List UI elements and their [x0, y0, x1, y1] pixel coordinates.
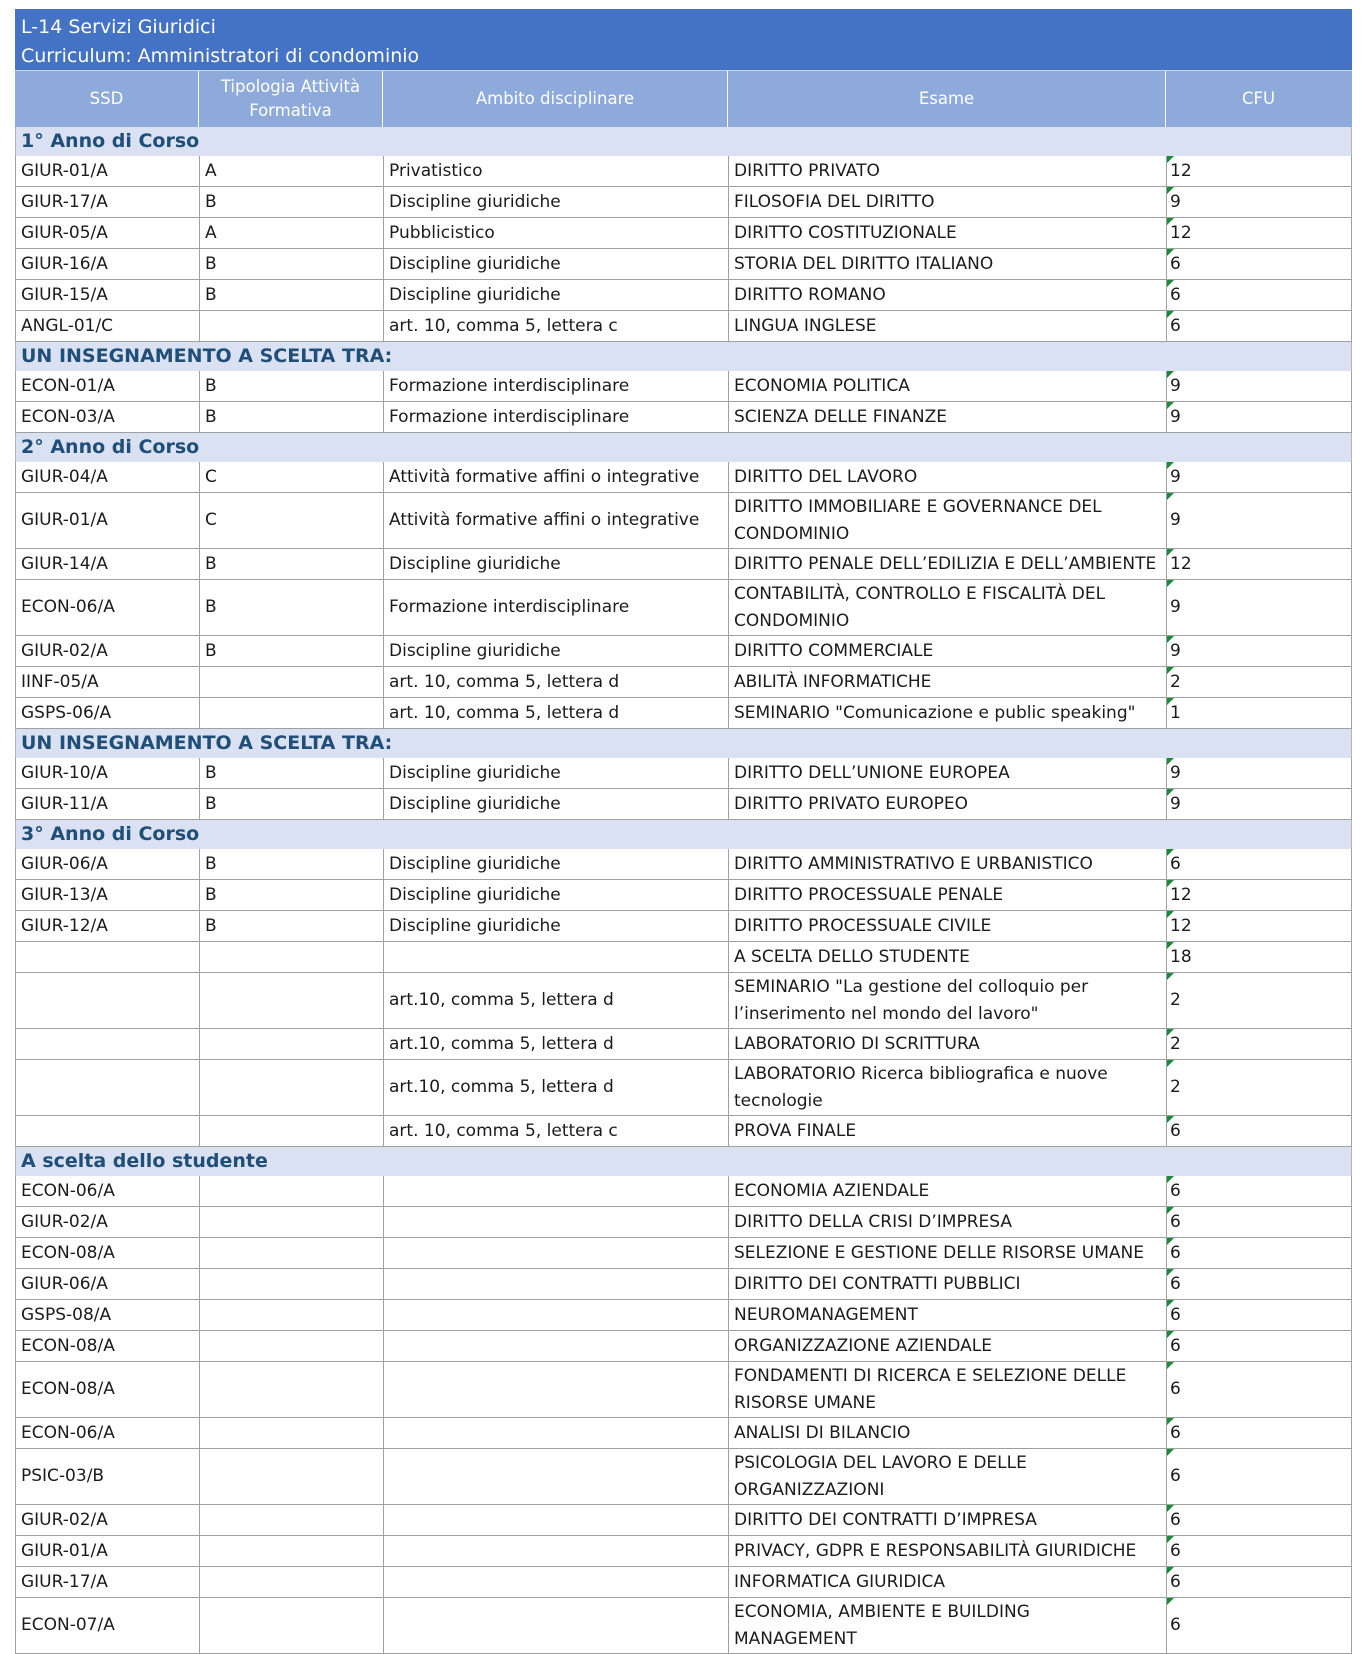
cell-esame: DIRITTO IMMOBILIARE E GOVERNANCE DEL CONDOMINIO: [729, 493, 1167, 548]
cell-cfu: 6: [1167, 1116, 1352, 1146]
table-row: [15, 1300, 1352, 1331]
cell-ssd: GIUR-02/A: [16, 1207, 200, 1237]
section-header: UN INSEGNAMENTO A SCELTA TRA:: [15, 729, 1352, 758]
cell-ambito: Pubblicistico: [384, 218, 729, 248]
cell-tipologia: [200, 1505, 384, 1535]
cell-tipologia: C: [200, 462, 384, 492]
cell-cfu: 6: [1167, 1536, 1352, 1566]
cell-ssd: ECON-06/A: [16, 1176, 200, 1206]
cell-esame: DIRITTO PENALE DELL’EDILIZIA E DELL’AMBIENTE: [729, 549, 1167, 579]
cell-tipologia: [200, 942, 384, 972]
cell-cfu: 18: [1167, 942, 1352, 972]
cell-cfu: 6: [1167, 1238, 1352, 1268]
cell-ambito: Discipline giuridiche: [384, 636, 729, 666]
section-header: 3° Anno di Corso: [15, 820, 1352, 849]
cell-ssd: GIUR-01/A: [16, 1536, 200, 1566]
cell-cfu: 6: [1167, 1269, 1352, 1299]
cell-ssd: GIUR-14/A: [16, 549, 200, 579]
cell-ssd: GIUR-11/A: [16, 789, 200, 819]
cell-ssd: ECON-07/A: [16, 1598, 200, 1653]
cell-ambito: Discipline giuridiche: [384, 280, 729, 310]
cell-cfu: 12: [1167, 156, 1352, 186]
cell-ambito: Discipline giuridiche: [384, 911, 729, 941]
table-row: [15, 371, 1352, 402]
cell-ambito: [384, 1207, 729, 1237]
table-row: [15, 280, 1352, 311]
cell-esame: NEUROMANAGEMENT: [729, 1300, 1167, 1330]
cell-cfu: 2: [1167, 1029, 1352, 1059]
cell-ssd: GIUR-05/A: [16, 218, 200, 248]
cell-cfu: 9: [1167, 462, 1352, 492]
cell-esame: ABILITÀ INFORMATICHE: [729, 667, 1167, 697]
cell-esame: LABORATORIO Ricerca bibliografica e nuove tecnologie: [729, 1060, 1167, 1115]
cell-esame: DIRITTO COSTITUZIONALE: [729, 218, 1167, 248]
cell-tipologia: [200, 667, 384, 697]
cell-cfu: 6: [1167, 1207, 1352, 1237]
table-row: [15, 1418, 1352, 1449]
cell-tipologia: [200, 1116, 384, 1146]
cell-esame: SEMINARIO "La gestione del colloquio per l’inserimento nel mondo del lavoro": [729, 973, 1167, 1028]
cell-tipologia: B: [200, 911, 384, 941]
cell-tipologia: B: [200, 187, 384, 217]
table-row: [15, 1029, 1352, 1060]
cell-esame: DIRITTO ROMANO: [729, 280, 1167, 310]
cell-tipologia: B: [200, 880, 384, 910]
table-row: [15, 789, 1352, 820]
cell-ssd: ECON-01/A: [16, 371, 200, 401]
cell-ssd: GIUR-10/A: [16, 758, 200, 788]
cell-ssd: GIUR-04/A: [16, 462, 200, 492]
cell-esame: CONTABILITÀ, CONTROLLO E FISCALITÀ DEL CONDOMINIO: [729, 580, 1167, 635]
curriculum-table: [15, 9, 1352, 1654]
cell-ssd: GIUR-06/A: [16, 849, 200, 879]
cell-esame: DIRITTO PROCESSUALE PENALE: [729, 880, 1167, 910]
cell-tipologia: B: [200, 549, 384, 579]
cell-ambito: art.10, comma 5, lettera d: [384, 1029, 729, 1059]
cell-esame: FONDAMENTI DI RICERCA E SELEZIONE DELLE RISORSE UMANE: [729, 1362, 1167, 1417]
cell-esame: PROVA FINALE: [729, 1116, 1167, 1146]
table-row: [15, 249, 1352, 280]
section-header: UN INSEGNAMENTO A SCELTA TRA:: [15, 342, 1352, 371]
cell-cfu: 6: [1167, 1567, 1352, 1597]
cell-cfu: 6: [1167, 1598, 1352, 1653]
cell-ambito: [384, 1598, 729, 1653]
cell-esame: DIRITTO PROCESSUALE CIVILE: [729, 911, 1167, 941]
cell-ssd: ECON-08/A: [16, 1331, 200, 1361]
table-row: [15, 1269, 1352, 1300]
cell-ssd: [16, 1029, 200, 1059]
cell-ambito: [384, 1567, 729, 1597]
column-header-row: [15, 70, 1352, 127]
cell-ssd: GIUR-01/A: [16, 493, 200, 548]
cell-esame: DIRITTO COMMERCIALE: [729, 636, 1167, 666]
cell-cfu: 6: [1167, 1418, 1352, 1448]
cell-cfu: 12: [1167, 911, 1352, 941]
cell-esame: DIRITTO AMMINISTRATIVO E URBANISTICO: [729, 849, 1167, 879]
table-row: [15, 667, 1352, 698]
table-row: [15, 1116, 1352, 1147]
cell-tipologia: [200, 1449, 384, 1504]
table-row: [15, 758, 1352, 789]
cell-ssd: GIUR-17/A: [16, 1567, 200, 1597]
cell-cfu: 6: [1167, 849, 1352, 879]
cell-tipologia: B: [200, 402, 384, 432]
cell-esame: ORGANIZZAZIONE AZIENDALE: [729, 1331, 1167, 1361]
cell-tipologia: [200, 311, 384, 341]
cell-ambito: [384, 1300, 729, 1330]
table-row: [15, 1331, 1352, 1362]
table-row: [15, 911, 1352, 942]
cell-ssd: ECON-06/A: [16, 580, 200, 635]
cell-tipologia: B: [200, 789, 384, 819]
table-row: [15, 1238, 1352, 1269]
cell-esame: INFORMATICA GIURIDICA: [729, 1567, 1167, 1597]
table-row: [15, 402, 1352, 433]
cell-tipologia: [200, 1060, 384, 1115]
cell-tipologia: [200, 973, 384, 1028]
cell-cfu: 9: [1167, 636, 1352, 666]
column-header-tipologia: Tipologia Attività Formativa: [199, 71, 383, 127]
cell-cfu: 12: [1167, 880, 1352, 910]
curriculum-title: Curriculum: Amministratori di condominio: [21, 45, 420, 67]
cell-ambito: art. 10, comma 5, lettera d: [384, 698, 729, 728]
cell-cfu: 6: [1167, 280, 1352, 310]
cell-ssd: GSPS-06/A: [16, 698, 200, 728]
cell-esame: PSICOLOGIA DEL LAVORO E DELLE ORGANIZZAZIONI: [729, 1449, 1167, 1504]
cell-esame: DIRITTO DEI CONTRATTI PUBBLICI: [729, 1269, 1167, 1299]
cell-tipologia: [200, 1567, 384, 1597]
degree-title: L-14 Servizi Giuridici: [21, 16, 216, 38]
table-row: [15, 1567, 1352, 1598]
cell-ambito: Discipline giuridiche: [384, 758, 729, 788]
cell-tipologia: [200, 1418, 384, 1448]
cell-esame: ECONOMIA POLITICA: [729, 371, 1167, 401]
cell-ambito: art.10, comma 5, lettera d: [384, 1060, 729, 1115]
cell-tipologia: B: [200, 371, 384, 401]
table-row: [15, 973, 1352, 1029]
cell-tipologia: B: [200, 636, 384, 666]
table-row: [15, 1536, 1352, 1567]
cell-ambito: art.10, comma 5, lettera d: [384, 973, 729, 1028]
cell-ambito: [384, 1505, 729, 1535]
cell-ssd: [16, 1116, 200, 1146]
cell-ssd: ECON-06/A: [16, 1418, 200, 1448]
cell-cfu: 1: [1167, 698, 1352, 728]
cell-tipologia: [200, 1176, 384, 1206]
cell-tipologia: [200, 1238, 384, 1268]
cell-tipologia: B: [200, 249, 384, 279]
cell-cfu: 6: [1167, 1505, 1352, 1535]
cell-esame: DIRITTO DELLA CRISI D’IMPRESA: [729, 1207, 1167, 1237]
cell-tipologia: A: [200, 156, 384, 186]
cell-esame: FILOSOFIA DEL DIRITTO: [729, 187, 1167, 217]
cell-ambito: Attività formative affini o integrative: [384, 462, 729, 492]
cell-ambito: Formazione interdisciplinare: [384, 580, 729, 635]
cell-cfu: 6: [1167, 1331, 1352, 1361]
column-header-ssd: SSD: [15, 71, 199, 127]
cell-ambito: art. 10, comma 5, lettera d: [384, 667, 729, 697]
cell-cfu: 6: [1167, 1176, 1352, 1206]
cell-esame: LINGUA INGLESE: [729, 311, 1167, 341]
cell-esame: ECONOMIA, AMBIENTE E BUILDING MANAGEMENT: [729, 1598, 1167, 1653]
table-row: [15, 636, 1352, 667]
cell-esame: SEMINARIO "Comunicazione e public speaking": [729, 698, 1167, 728]
cell-ambito: [384, 1238, 729, 1268]
cell-esame: STORIA DEL DIRITTO ITALIANO: [729, 249, 1167, 279]
cell-ssd: ANGL-01/C: [16, 311, 200, 341]
cell-ssd: GIUR-17/A: [16, 187, 200, 217]
table-row: [15, 1176, 1352, 1207]
table-row: [15, 1505, 1352, 1536]
cell-ssd: GIUR-02/A: [16, 636, 200, 666]
section-header: 1° Anno di Corso: [15, 127, 1352, 156]
cell-ssd: GIUR-13/A: [16, 880, 200, 910]
cell-tipologia: [200, 1536, 384, 1566]
cell-cfu: 6: [1167, 1300, 1352, 1330]
cell-ambito: [384, 942, 729, 972]
cell-cfu: 9: [1167, 402, 1352, 432]
cell-cfu: 9: [1167, 493, 1352, 548]
cell-tipologia: C: [200, 493, 384, 548]
cell-cfu: 9: [1167, 758, 1352, 788]
table-row: [15, 218, 1352, 249]
cell-ssd: GIUR-12/A: [16, 911, 200, 941]
section-header: 2° Anno di Corso: [15, 433, 1352, 462]
cell-esame: DIRITTO DEL LAVORO: [729, 462, 1167, 492]
cell-ssd: ECON-08/A: [16, 1238, 200, 1268]
table-row: [15, 880, 1352, 911]
cell-ambito: [384, 1331, 729, 1361]
cell-cfu: 2: [1167, 1060, 1352, 1115]
cell-esame: DIRITTO DEI CONTRATTI D’IMPRESA: [729, 1505, 1167, 1535]
cell-cfu: 6: [1167, 311, 1352, 341]
cell-cfu: 2: [1167, 973, 1352, 1028]
cell-ssd: IINF-05/A: [16, 667, 200, 697]
cell-ssd: GIUR-02/A: [16, 1505, 200, 1535]
cell-ambito: art. 10, comma 5, lettera c: [384, 1116, 729, 1146]
cell-tipologia: [200, 1207, 384, 1237]
cell-cfu: 9: [1167, 371, 1352, 401]
table-row: [15, 187, 1352, 218]
cell-tipologia: [200, 1331, 384, 1361]
cell-ambito: [384, 1536, 729, 1566]
table-row: [15, 1207, 1352, 1238]
cell-cfu: 12: [1167, 549, 1352, 579]
cell-tipologia: B: [200, 580, 384, 635]
table-row: [15, 311, 1352, 342]
section-header: A scelta dello studente: [15, 1147, 1352, 1176]
cell-tipologia: B: [200, 849, 384, 879]
cell-esame: A SCELTA DELLO STUDENTE: [729, 942, 1167, 972]
cell-ssd: [16, 1060, 200, 1115]
cell-ssd: ECON-03/A: [16, 402, 200, 432]
cell-ambito: [384, 1176, 729, 1206]
cell-ambito: Discipline giuridiche: [384, 789, 729, 819]
cell-cfu: 6: [1167, 249, 1352, 279]
cell-ssd: GSPS-08/A: [16, 1300, 200, 1330]
cell-ambito: Discipline giuridiche: [384, 187, 729, 217]
cell-esame: ANALISI DI BILANCIO: [729, 1418, 1167, 1448]
cell-ambito: Discipline giuridiche: [384, 549, 729, 579]
cell-ssd: GIUR-16/A: [16, 249, 200, 279]
table-row: [15, 1449, 1352, 1505]
cell-ssd: [16, 942, 200, 972]
cell-ambito: [384, 1269, 729, 1299]
cell-ambito: [384, 1362, 729, 1417]
cell-ssd: GIUR-15/A: [16, 280, 200, 310]
cell-tipologia: [200, 1269, 384, 1299]
cell-ambito: art. 10, comma 5, lettera c: [384, 311, 729, 341]
cell-cfu: 6: [1167, 1362, 1352, 1417]
cell-cfu: 9: [1167, 789, 1352, 819]
table-row: [15, 462, 1352, 493]
cell-tipologia: [200, 1300, 384, 1330]
table-row: [15, 156, 1352, 187]
cell-esame: SELEZIONE E GESTIONE DELLE RISORSE UMANE: [729, 1238, 1167, 1268]
cell-ambito: Formazione interdisciplinare: [384, 402, 729, 432]
cell-ambito: Discipline giuridiche: [384, 249, 729, 279]
table-row: [15, 1060, 1352, 1116]
cell-tipologia: [200, 698, 384, 728]
cell-esame: SCIENZA DELLE FINANZE: [729, 402, 1167, 432]
table-row: [15, 698, 1352, 729]
cell-tipologia: [200, 1362, 384, 1417]
table-row: [15, 1598, 1352, 1654]
cell-tipologia: B: [200, 758, 384, 788]
cell-cfu: 9: [1167, 580, 1352, 635]
table-row: [15, 942, 1352, 973]
cell-esame: PRIVACY, GDPR E RESPONSABILITÀ GIURIDICHE: [729, 1536, 1167, 1566]
cell-esame: DIRITTO DELL’UNIONE EUROPEA: [729, 758, 1167, 788]
cell-ssd: [16, 973, 200, 1028]
cell-ssd: GIUR-01/A: [16, 156, 200, 186]
cell-cfu: 2: [1167, 667, 1352, 697]
cell-ambito: Privatistico: [384, 156, 729, 186]
table-row: [15, 493, 1352, 549]
cell-tipologia: [200, 1598, 384, 1653]
table-row: [15, 580, 1352, 636]
cell-esame: DIRITTO PRIVATO: [729, 156, 1167, 186]
table-row: [15, 549, 1352, 580]
cell-esame: ECONOMIA AZIENDALE: [729, 1176, 1167, 1206]
cell-tipologia: [200, 1029, 384, 1059]
cell-ambito: Discipline giuridiche: [384, 880, 729, 910]
cell-ambito: [384, 1449, 729, 1504]
table-row: [15, 1362, 1352, 1418]
cell-ambito: Attività formative affini o integrative: [384, 493, 729, 548]
column-header-cfu: CFU: [1241, 89, 1276, 108]
table-body: [15, 127, 1352, 1654]
cell-ambito: Formazione interdisciplinare: [384, 371, 729, 401]
cell-ambito: Discipline giuridiche: [384, 849, 729, 879]
table-row: [15, 849, 1352, 880]
cell-ssd: PSIC-03/B: [16, 1449, 200, 1504]
column-header-ambito: Ambito disciplinare: [383, 71, 728, 127]
cell-tipologia: A: [200, 218, 384, 248]
cell-esame: DIRITTO PRIVATO EUROPEO: [729, 789, 1167, 819]
cell-ssd: ECON-08/A: [16, 1362, 200, 1417]
cell-ssd: GIUR-06/A: [16, 1269, 200, 1299]
cell-cfu: 12: [1167, 218, 1352, 248]
cell-tipologia: B: [200, 280, 384, 310]
table-title: [15, 9, 1352, 70]
cell-cfu: 9: [1167, 187, 1352, 217]
column-header-esame: Esame: [728, 71, 1166, 127]
cell-ambito: [384, 1418, 729, 1448]
cell-cfu: 6: [1167, 1449, 1352, 1504]
cell-esame: LABORATORIO DI SCRITTURA: [729, 1029, 1167, 1059]
